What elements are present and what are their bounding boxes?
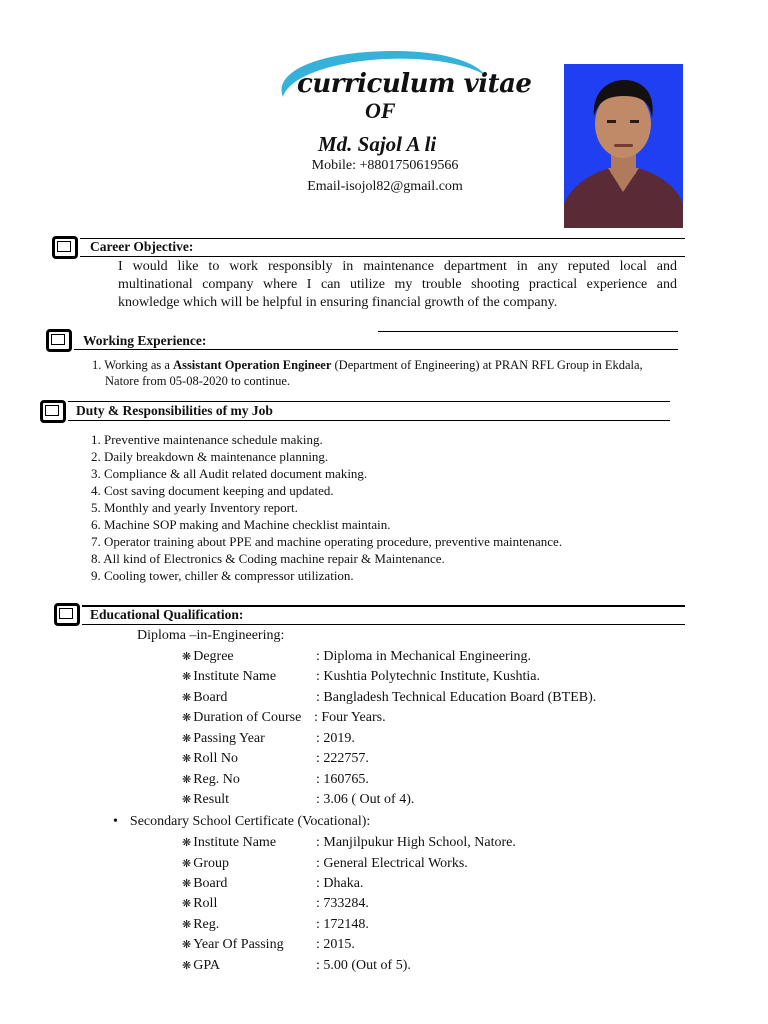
list-item: 3. Compliance & all Audit related document making. xyxy=(91,466,368,481)
row-value: : 172148. xyxy=(316,917,369,932)
star-bullet-icon: ❋ xyxy=(182,712,192,724)
row-label: ❋ Reg. xyxy=(182,917,220,932)
checkbox-icon xyxy=(54,603,80,626)
row-value: : General Electrical Works. xyxy=(316,856,468,871)
row-value: : 222757. xyxy=(316,751,369,766)
row-label: ❋ Institute Name xyxy=(182,835,277,850)
row-value: : 733284. xyxy=(316,896,369,911)
row-value: : Manjilpukur High School, Natore. xyxy=(316,835,516,850)
list-item: 2. Daily breakdown & maintenance planning. xyxy=(91,449,329,464)
star-bullet-icon: ❋ xyxy=(182,794,192,806)
row-value: : 160765. xyxy=(316,772,369,787)
section-rule-bottom xyxy=(82,624,685,625)
mobile-number: Mobile: +8801750619566 xyxy=(311,158,459,173)
section-rule-top xyxy=(378,331,678,332)
star-bullet-icon: ❋ xyxy=(182,651,192,663)
career-objective-line: I would like to work responsibly in maintenance department in any reputed local and xyxy=(118,259,677,274)
row-label: ❋ Roll No xyxy=(182,751,238,766)
star-bullet-icon: ❋ xyxy=(182,878,192,890)
email-address: Email-isojol82@gmail.com xyxy=(307,179,463,194)
row-label: ❋ GPA xyxy=(182,958,220,973)
row-value: : Bangladesh Technical Education Board (BTEB). xyxy=(316,690,597,705)
row-label: ❋ Passing Year xyxy=(182,731,265,746)
candidate-name: Md. Sajol A li xyxy=(318,132,437,156)
job-title: Assistant Operation Engineer xyxy=(173,358,332,372)
row-value: : Dhaka. xyxy=(316,876,364,891)
star-bullet-icon: ❋ xyxy=(182,753,192,765)
diploma-heading: Diploma –in-Engineering: xyxy=(137,628,285,643)
list-item: 7. Operator training about PPE and machine operating procedure, preventive maintenance. xyxy=(91,534,563,549)
section-rule-bottom xyxy=(80,256,685,257)
star-bullet-icon: ❋ xyxy=(182,733,192,745)
row-label: ❋ Duration of Course xyxy=(182,710,302,725)
checkbox-icon xyxy=(46,329,72,352)
row-value: : Kushtia Polytechnic Institute, Kushtia. xyxy=(316,669,540,684)
row-label: ❋ Board xyxy=(182,690,228,705)
list-item: 6. Machine SOP making and Machine checklist maintain. xyxy=(91,517,391,532)
ssc-heading: Secondary School Certificate (Vocational): xyxy=(129,814,371,829)
star-bullet-icon: ❋ xyxy=(182,858,192,870)
row-label: ❋ Group xyxy=(182,856,229,871)
list-item: 4. Cost saving document keeping and updated. xyxy=(91,483,334,498)
profile-photo xyxy=(564,64,683,228)
career-objective-line: knowledge which will be helpful in ensuring financial growth of the company. xyxy=(118,295,558,310)
star-bullet-icon: ❋ xyxy=(182,898,192,910)
row-label: ❋ Board xyxy=(182,876,228,891)
experience-date-line: Natore from 05-08-2020 to continue. xyxy=(105,374,291,388)
row-value: : 3.06 ( Out of 4). xyxy=(316,792,415,807)
duties-title: Duty & Responsibilities of my Job xyxy=(76,403,273,418)
row-label: ❋ Year Of Passing xyxy=(182,937,284,952)
row-label: ❋ Result xyxy=(182,792,229,807)
star-bullet-icon: ❋ xyxy=(182,939,192,951)
section-rule-top xyxy=(68,401,670,402)
row-value: : Four Years. xyxy=(314,710,386,725)
row-label: ❋ Roll xyxy=(182,896,218,911)
row-label: ❋ Institute Name xyxy=(182,669,277,684)
row-label: ❋ Reg. No xyxy=(182,772,240,787)
career-objective-title: Career Objective: xyxy=(90,239,194,254)
star-bullet-icon: ❋ xyxy=(182,671,192,683)
cv-title-text: curriculum vitae xyxy=(297,69,532,99)
working-experience-title: Working Experience: xyxy=(83,333,207,348)
row-value: : 2015. xyxy=(316,937,355,952)
list-item: 9. Cooling tower, chiller & compressor utilization. xyxy=(91,568,354,583)
experience-text: 1. Working as a xyxy=(92,358,174,372)
section-rule-bottom xyxy=(74,349,678,350)
list-item: 5. Monthly and yearly Inventory report. xyxy=(91,500,298,515)
duties-list xyxy=(91,431,562,584)
experience-text: (Department of Engineering) at PRAN RFL Group in Ekdala, xyxy=(331,358,643,372)
star-bullet-icon: ❋ xyxy=(182,692,192,704)
row-value: : Diploma in Mechanical Engineering. xyxy=(316,649,531,664)
row-value: : 2019. xyxy=(316,731,355,746)
star-bullet-icon: ❋ xyxy=(182,960,192,972)
section-rule-bottom xyxy=(68,420,670,421)
checkbox-icon xyxy=(52,236,78,259)
cv-of: OF xyxy=(365,98,396,123)
star-bullet-icon: ❋ xyxy=(182,774,192,786)
experience-line xyxy=(92,357,643,373)
career-objective-line: multinational company where I can utilize my trouble shooting practical experience and xyxy=(118,277,677,292)
row-label: ❋ Degree xyxy=(182,649,234,664)
bullet-icon: • xyxy=(113,814,118,829)
star-bullet-icon: ❋ xyxy=(182,919,192,931)
row-value: : 5.00 (Out of 5). xyxy=(316,958,411,973)
star-bullet-icon: ❋ xyxy=(182,837,192,849)
ssc-heading-line xyxy=(113,814,370,830)
education-title: Educational Qualification: xyxy=(90,607,244,622)
list-item: 8. All kind of Electronics & Coding machine repair & Maintenance. xyxy=(91,551,445,566)
list-item: 1. Preventive maintenance schedule making. xyxy=(91,432,323,447)
checkbox-icon xyxy=(40,400,66,423)
